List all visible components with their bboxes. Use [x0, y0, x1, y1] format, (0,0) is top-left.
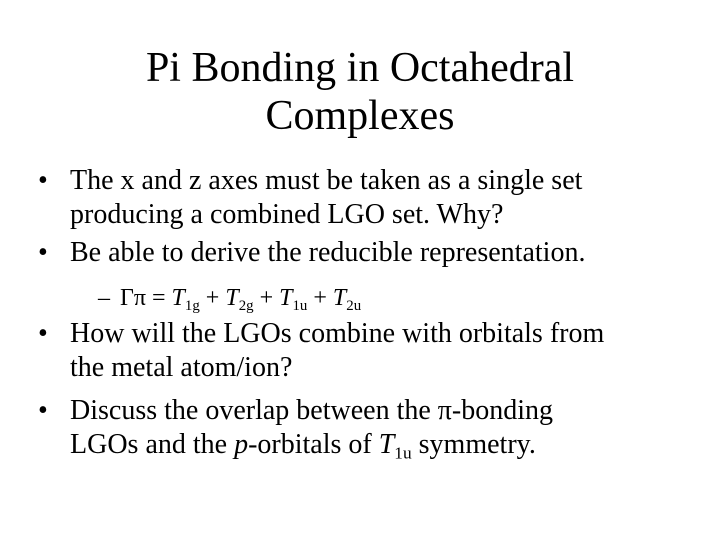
bullet-marker: •	[38, 395, 48, 426]
subbullet-marker: –	[98, 285, 110, 311]
bullet-marker: •	[38, 165, 48, 196]
bullet-text	[70, 236, 585, 270]
text-run: Discuss the overlap between the	[70, 395, 438, 426]
bullet-line: the metal atom/ion?	[70, 352, 293, 383]
term-t: T	[378, 429, 395, 460]
bullet-text	[70, 164, 582, 232]
term-subscript: 1g	[184, 297, 200, 314]
bullet-marker: •	[38, 318, 48, 349]
subbullet-gamma-pi	[98, 284, 361, 312]
term-t: T	[332, 285, 347, 311]
term-subscript: 2g	[238, 297, 254, 314]
text-run: symmetry.	[411, 429, 536, 460]
bullet-marker: •	[38, 237, 48, 268]
term-t: T	[225, 285, 239, 311]
plus-sign: +	[199, 285, 226, 311]
term-subscript: 1u	[292, 297, 308, 314]
bullet-line	[70, 394, 553, 428]
p-italic: p	[234, 429, 249, 460]
plus-sign: +	[307, 285, 333, 311]
bullet-line: Be able to derive the reducible representation.	[70, 237, 586, 268]
bullet-line: The x and z axes must be taken as a single set	[70, 165, 583, 196]
text-run: -bonding	[451, 395, 554, 426]
term-subscript: 1u	[394, 443, 412, 463]
plus-sign: +	[253, 285, 280, 311]
bullet-line: How will the LGOs combine with orbitals from	[70, 318, 605, 349]
bullet-text	[70, 317, 604, 385]
pi-symbol: π	[437, 395, 452, 426]
term-t: T	[171, 285, 185, 311]
term-subscript: 2u	[346, 297, 362, 314]
bullet-line: producing a combined LGO set. Why?	[70, 199, 504, 230]
title-line-2: Complexes	[265, 93, 455, 139]
bullet-text	[70, 394, 553, 462]
term-t: T	[279, 285, 293, 311]
pi-symbol: π	[133, 285, 146, 311]
title-line-1: Pi Bonding in Octahedral	[145, 45, 575, 91]
text-run: -orbitals of	[248, 429, 379, 460]
bullet-line	[70, 428, 553, 462]
text-run: LGOs and the	[70, 429, 235, 460]
equals-sign: =	[146, 285, 172, 311]
gamma-symbol: Γ	[120, 285, 134, 311]
